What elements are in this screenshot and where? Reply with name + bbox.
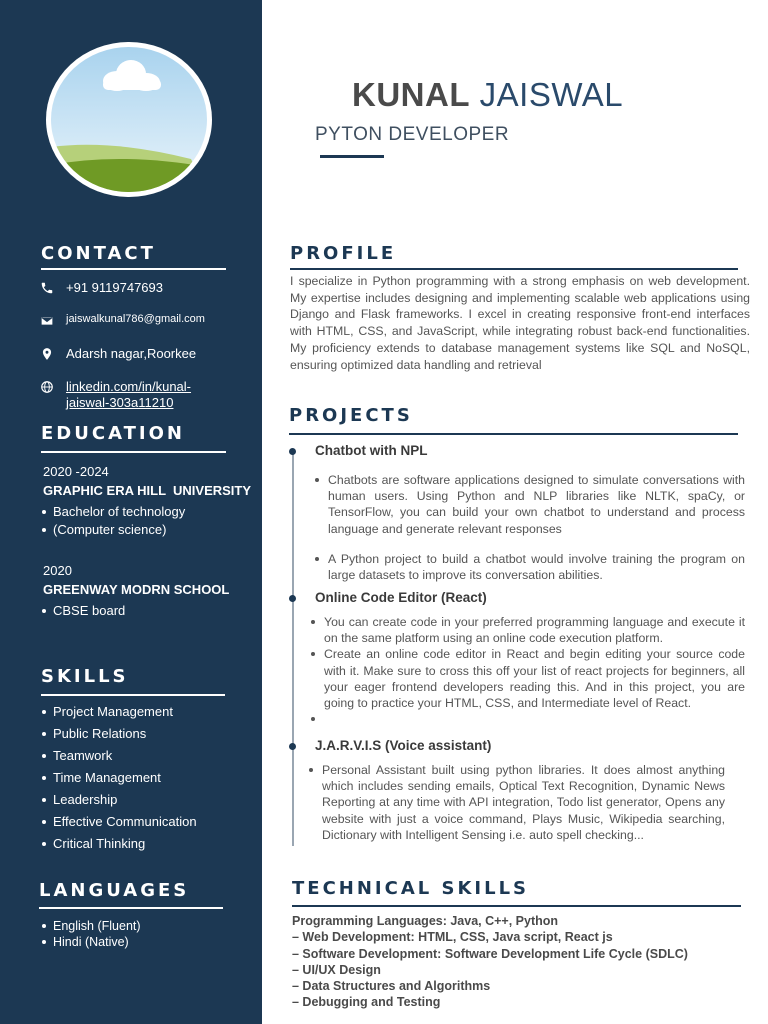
contact-address: [40, 346, 196, 363]
list-item: Create an online code editor in React and begin editing your source code with it. Make sure to cross this off your list of react projects for beginners, all your eager frontend developers reading this. And in this project, you are going to practice your HTML, CSS, and Intermediate level of React.: [311, 646, 745, 711]
profile-heading: PROFILE: [290, 243, 397, 264]
contact-email: [40, 313, 205, 330]
languages-divider: [39, 907, 223, 909]
avatar: [46, 42, 212, 197]
timeline-dot: [289, 595, 296, 602]
list-item: CBSE board: [40, 602, 125, 620]
phone-icon: [40, 281, 56, 297]
location-pin-icon: [40, 347, 56, 363]
list-item: A Python project to build a chatbot would involve training the program on large datasets to improve its conversation abilities.: [315, 551, 745, 583]
list-item: Project Management: [40, 701, 197, 723]
project-bullets: [311, 614, 745, 727]
timeline-dot: [289, 743, 296, 750]
project-bullets: [309, 762, 725, 843]
list-item: – Data Structures and Algorithms: [292, 979, 491, 994]
project-title: J.A.R.V.I.S (Voice assistant): [315, 738, 492, 753]
contact-linkedin: [40, 379, 191, 411]
technical-skills-list: [292, 913, 688, 1011]
title-underline: [320, 155, 384, 158]
list-item: Programming Languages: Java, C++, Python: [292, 914, 559, 928]
projects-heading: PROJECTS: [289, 405, 413, 426]
education-heading: EDUCATION: [41, 423, 185, 444]
list-item: English (Fluent): [40, 918, 141, 934]
linkedin-line-2: jaiswal-303a11210: [66, 395, 174, 410]
list-item: You can create code in your preferred programming language and execute it on the same platform using an online code execution platform.: [311, 614, 745, 646]
list-item: – Debugging and Testing: [292, 995, 441, 1010]
contact-phone: [40, 280, 163, 297]
list-item: Hindi (Native): [40, 934, 141, 950]
list-item: – Web Development: HTML, CSS, Java script, React js: [292, 930, 613, 945]
list-item: Bachelor of technology: [40, 503, 185, 521]
technical-skills-divider: [292, 905, 741, 907]
technical-skills-heading: TECHNICAL SKILLS: [292, 878, 529, 899]
list-item: Critical Thinking: [40, 833, 197, 855]
last-name: JAISWAL: [479, 76, 624, 113]
project-title: Chatbot with NPL: [315, 443, 428, 458]
profile-photo-placeholder-icon: [51, 47, 207, 192]
list-item: [311, 711, 745, 727]
list-item: [40, 521, 185, 539]
projects-divider: [289, 433, 738, 435]
education-years: 2020 -2024: [43, 464, 109, 479]
languages-heading: LANGUAGES: [39, 880, 190, 901]
education-details: [40, 503, 185, 539]
education-divider: [41, 451, 226, 453]
list-item-continuation: (Computer science): [53, 522, 167, 537]
languages-list: [40, 918, 141, 950]
list-item: Personal Assistant built using python libraries. It does almost anything which includes sending emails, Optical Text Recognition, Dynamic News Reporting at any time with API integration, Todo list generator, Opens any website with just a voice command, Plays Music, Wikipedia searching, Dictionary with Intelligent Sensing i.e. auto spell checking...: [309, 762, 725, 843]
phone-number: +91 9119747693: [66, 280, 163, 295]
list-item: – UI/UX Design: [292, 962, 381, 977]
mail-icon: [40, 314, 56, 330]
sidebar: [0, 0, 262, 1024]
profile-divider: [290, 268, 738, 270]
list-item: Time Management: [40, 767, 197, 789]
project-bullets: [315, 472, 745, 583]
contact-divider: [41, 268, 226, 270]
list-item: Leadership: [40, 789, 197, 811]
linkedin-line-1: linkedin.com/in/kunal-: [66, 379, 192, 394]
address-text: Adarsh nagar,Roorkee: [66, 346, 197, 361]
skills-list: [40, 701, 197, 855]
email-address[interactable]: jaiswalkunal786@gmail.com: [66, 313, 205, 325]
education-years: 2020: [43, 563, 72, 578]
education-school: GRAPHIC ERA HILL UNIVERSITY: [43, 483, 252, 498]
education-details: [40, 602, 125, 620]
list-item: Public Relations: [40, 723, 197, 745]
linkedin-link[interactable]: [66, 379, 191, 411]
timeline-dot: [289, 448, 296, 455]
skills-heading: SKILLS: [41, 666, 129, 687]
skills-divider: [41, 694, 225, 696]
list-item: Effective Communication: [40, 811, 197, 833]
contact-heading: CONTACT: [41, 243, 156, 264]
education-school: GREENWAY MODRN SCHOOL: [43, 582, 230, 597]
globe-icon: [40, 380, 56, 396]
candidate-name: [352, 76, 623, 114]
list-item: – Software Development: Software Development Life Cycle (SDLC): [292, 946, 688, 961]
profile-text: I specialize in Python programming with a strong emphasis on web development. My expertise includes designing and implementing scalable web applications using Django and Flask frameworks. I excel in creating responsive front-end interfaces with HTML, CSS, and JavaScript, while integrating robust back-end functionalities. My proficiency extends to database management systems like SQL and NoSQL, ensuring optimized data handling and retrieval: [290, 274, 750, 372]
job-title: PYTON DEVELOPER: [315, 124, 510, 145]
list-item: Chatbots are software applications designed to simulate conversations with human users. Using Python and NLP libraries like NLTK, spaCy, or TensorFlow, you can build your own chatbot to understand and process language and generate relevant responses: [315, 472, 745, 537]
project-timeline: [292, 450, 294, 846]
project-title: Online Code Editor (React): [315, 590, 487, 605]
list-item: Teamwork: [40, 745, 197, 767]
first-name: KUNAL: [352, 76, 470, 113]
